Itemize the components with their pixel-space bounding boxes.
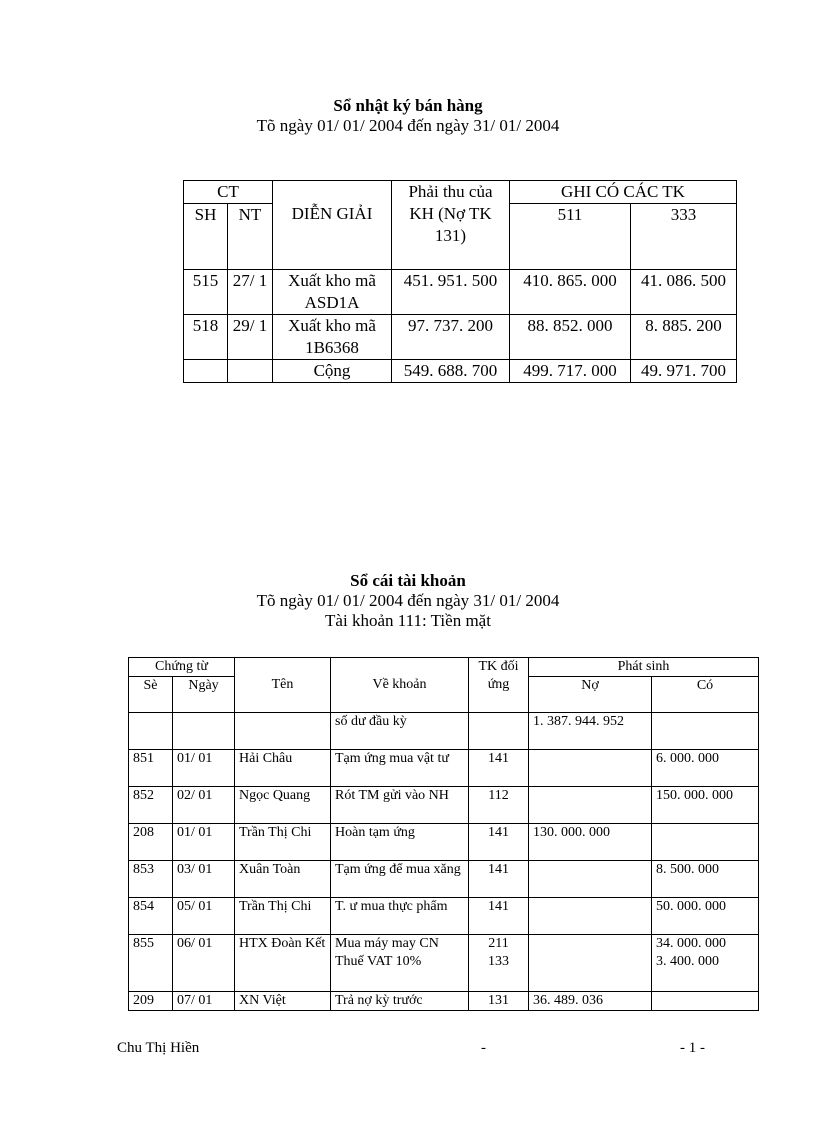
cell-phai-thu: 549. 688. 700 [392, 360, 510, 383]
cell-sh [184, 360, 228, 383]
cell-so: 209 [129, 992, 173, 1011]
cell-so: 855 [129, 935, 173, 992]
account-ledger-table [128, 657, 759, 1011]
footer-center: - [481, 1040, 486, 1056]
cell-desc: Xuất kho mã ASD1A [273, 270, 392, 315]
cell-co: 50. 000. 000 [652, 898, 759, 935]
cell-ve-khoan: T. ư mua thực phẩm [331, 898, 469, 935]
cell-co [652, 713, 759, 750]
cell-nt: 29/ 1 [228, 315, 273, 360]
ledger-title-block [0, 571, 816, 631]
cell-ve-khoan: Rót TM gửi vào NH [331, 787, 469, 824]
table-total-row [184, 360, 737, 383]
header-333: 333 [631, 204, 737, 270]
cell-co [652, 992, 759, 1011]
cell-ngay: 02/ 01 [173, 787, 235, 824]
table-header-row [184, 181, 737, 204]
cell-no [529, 861, 652, 898]
cell-ve-khoan [331, 935, 469, 992]
cell-ten: XN Việt [235, 992, 331, 1011]
journal-title: Sổ nhật ký bán hàng [333, 96, 483, 115]
cell-ve-khoan: Trả nợ kỳ trước [331, 992, 469, 1011]
cell-ten [235, 713, 331, 750]
cell-333: 8. 885. 200 [631, 315, 737, 360]
cell-nt: 27/ 1 [228, 270, 273, 315]
header-ghi-co: GHI CÓ CÁC TK [510, 181, 737, 204]
cell-tk: 141 [469, 824, 529, 861]
cell-ngay: 01/ 01 [173, 750, 235, 787]
cell-tk [469, 935, 529, 992]
table-row [129, 713, 759, 750]
cell-no [529, 750, 652, 787]
cell-ten: Ngọc Quang [235, 787, 331, 824]
cell-511: 499. 717. 000 [510, 360, 631, 383]
cell-ve-khoan: Hoàn tạm ứng [331, 824, 469, 861]
table-row [129, 861, 759, 898]
cell-nt [228, 360, 273, 383]
header-co: Có [652, 677, 759, 713]
cell-ten: Xuân Toàn [235, 861, 331, 898]
ledger-title: Sổ cái tài khoản [350, 571, 466, 590]
cell-333: 49. 971. 700 [631, 360, 737, 383]
ledger-account: Tài khoản 111: Tiền mặt [325, 611, 491, 630]
cell-no [529, 898, 652, 935]
cell-tk [469, 713, 529, 750]
header-phai-thu: Phải thu của KH (Nợ TK 131) [392, 181, 510, 270]
cell-tk: 141 [469, 861, 529, 898]
cell-511: 410. 865. 000 [510, 270, 631, 315]
cell-sh: 515 [184, 270, 228, 315]
cell-ten: Trần Thị Chi [235, 898, 331, 935]
cell-so: 852 [129, 787, 173, 824]
cell-ngay: 03/ 01 [173, 861, 235, 898]
cell-co: 150. 000. 000 [652, 787, 759, 824]
header-ve-khoan: Về khoản [331, 658, 469, 713]
cell-ngay: 06/ 01 [173, 935, 235, 992]
cell-no: 130. 000. 000 [529, 824, 652, 861]
cell-333: 41. 086. 500 [631, 270, 737, 315]
cell-ngay: 01/ 01 [173, 824, 235, 861]
cell-ngay [173, 713, 235, 750]
cell-ten: Hải Châu [235, 750, 331, 787]
footer-page-number: - 1 - [680, 1040, 705, 1056]
header-nt: NT [228, 204, 273, 270]
header-dien-giai: DIỄN GIẢI [273, 181, 392, 270]
cell-co: 8. 500. 000 [652, 861, 759, 898]
header-sh: SH [184, 204, 228, 270]
table-row [129, 992, 759, 1011]
cell-ve-khoan: Tạm ứng để mua xăng [331, 861, 469, 898]
cell-co-line: 34. 000. 000 [656, 936, 726, 951]
cell-511: 88. 852. 000 [510, 315, 631, 360]
cell-so: 851 [129, 750, 173, 787]
header-so: Sè [129, 677, 173, 713]
header-phat-sinh: Phát sinh [529, 658, 759, 677]
footer-author: Chu Thị Hiền [117, 1040, 200, 1056]
cell-phai-thu: 97. 737. 200 [392, 315, 510, 360]
cell-ten: Trần Thị Chi [235, 824, 331, 861]
table-row [129, 898, 759, 935]
cell-tk: 141 [469, 898, 529, 935]
cell-no [529, 787, 652, 824]
cell-tk-line: 133 [488, 954, 509, 969]
table-header-row [129, 658, 759, 677]
journal-period: Tõ ngày 01/ 01/ 2004 đến ngày 31/ 01/ 2004 [256, 116, 560, 135]
header-no: Nợ [529, 677, 652, 713]
cell-desc: Xuất kho mã 1B6368 [273, 315, 392, 360]
cell-co [652, 824, 759, 861]
table-row [129, 750, 759, 787]
cell-so: 854 [129, 898, 173, 935]
cell-co [652, 935, 759, 992]
header-ten: Tên [235, 658, 331, 713]
sales-journal-table [183, 180, 737, 383]
header-tk-doi-ung: TK đối ứng [469, 658, 529, 713]
cell-phai-thu: 451. 951. 500 [392, 270, 510, 315]
cell-ten: HTX Đoàn Kết [235, 935, 331, 992]
cell-desc: Cộng [273, 360, 392, 383]
cell-co: 6. 000. 000 [652, 750, 759, 787]
cell-ve-khoan: Tạm ứng mua vật tư [331, 750, 469, 787]
header-chung-tu: Chứng từ [129, 658, 235, 677]
cell-ngay: 07/ 01 [173, 992, 235, 1011]
table-row [129, 824, 759, 861]
table-row [129, 935, 759, 992]
cell-tk-line: 211 [488, 936, 509, 951]
table-row [184, 270, 737, 315]
cell-ngay: 05/ 01 [173, 898, 235, 935]
cell-no: 1. 387. 944. 952 [529, 713, 652, 750]
cell-tk: 112 [469, 787, 529, 824]
ledger-period: Tõ ngày 01/ 01/ 2004 đến ngày 31/ 01/ 2004 [256, 591, 560, 610]
header-ngay: Ngày [173, 677, 235, 713]
cell-no [529, 935, 652, 992]
cell-tk: 131 [469, 992, 529, 1011]
header-511: 511 [510, 204, 631, 270]
cell-so: 853 [129, 861, 173, 898]
cell-ve-khoan: số dư đầu kỳ [331, 713, 469, 750]
journal-title-block [0, 96, 816, 136]
cell-so: 208 [129, 824, 173, 861]
table-row [129, 787, 759, 824]
header-ct: CT [184, 181, 273, 204]
cell-ve-khoan-line: Mua máy may CN [335, 936, 439, 951]
cell-so [129, 713, 173, 750]
cell-no: 36. 489. 036 [529, 992, 652, 1011]
table-row [184, 315, 737, 360]
cell-ve-khoan-line: Thuế VAT 10% [335, 954, 422, 969]
cell-co-line: 3. 400. 000 [656, 954, 719, 969]
cell-tk: 141 [469, 750, 529, 787]
cell-sh: 518 [184, 315, 228, 360]
